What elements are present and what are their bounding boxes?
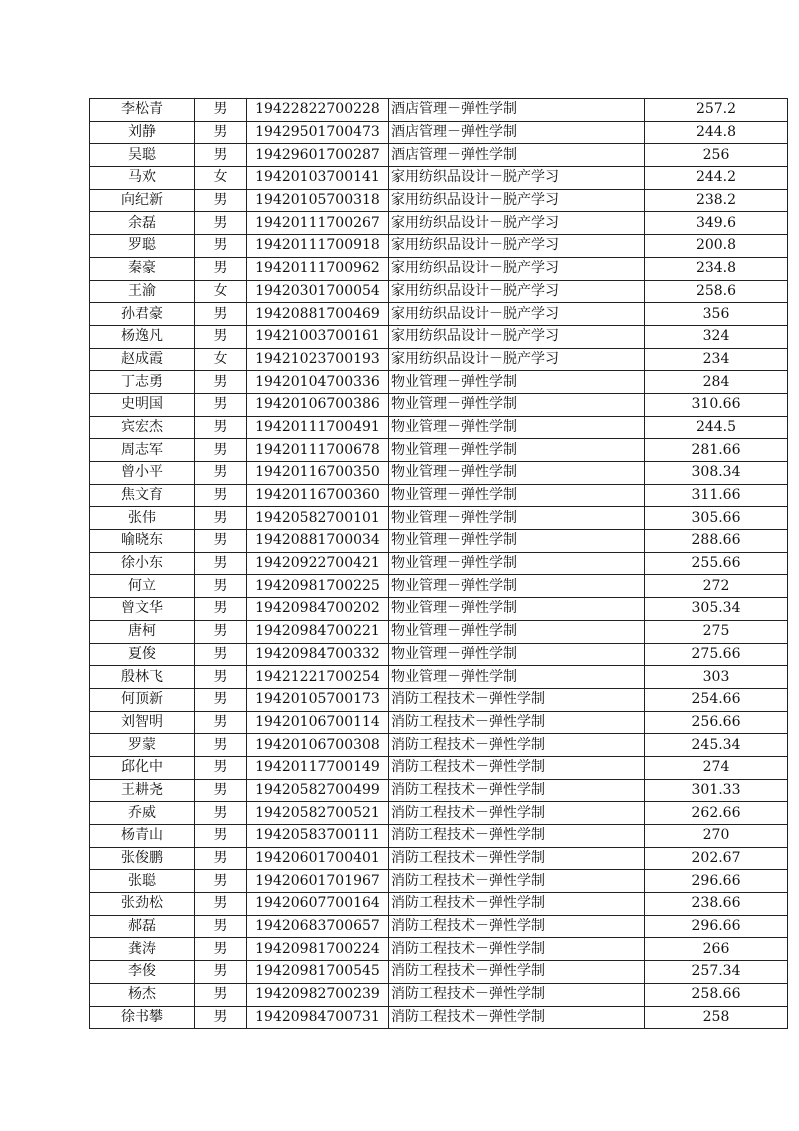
cell-major: 物业管理－弹性学制 (389, 598, 645, 621)
cell-exam-id: 19420116700350 (247, 462, 389, 485)
table-row (90, 938, 788, 961)
table-row (90, 462, 788, 485)
cell-exam-id: 19422822700228 (247, 99, 389, 122)
cell-name: 史明国 (90, 393, 195, 416)
cell-exam-id: 19420105700318 (247, 189, 389, 212)
cell-score: 200.8 (645, 235, 788, 258)
table-row (90, 620, 788, 643)
cell-major: 物业管理－弹性学制 (389, 439, 645, 462)
cell-exam-id: 19420981700225 (247, 575, 389, 598)
table-row (90, 303, 788, 326)
cell-score: 258 (645, 1006, 788, 1029)
cell-exam-id: 19420104700336 (247, 371, 389, 394)
table-row (90, 325, 788, 348)
cell-exam-id: 19420984700332 (247, 643, 389, 666)
cell-major: 消防工程技术－弹性学制 (389, 779, 645, 802)
cell-exam-id: 19420116700360 (247, 484, 389, 507)
cell-score: 272 (645, 575, 788, 598)
cell-name: 喻晓东 (90, 530, 195, 553)
cell-score: 244.5 (645, 416, 788, 439)
cell-score: 308.34 (645, 462, 788, 485)
cell-gender: 男 (195, 802, 247, 825)
cell-gender: 男 (195, 144, 247, 167)
cell-major: 家用纺织品设计－脱产学习 (389, 325, 645, 348)
cell-gender: 男 (195, 235, 247, 258)
cell-gender: 男 (195, 189, 247, 212)
cell-major: 家用纺织品设计－脱产学习 (389, 348, 645, 371)
cell-score: 310.66 (645, 393, 788, 416)
cell-name: 秦豪 (90, 257, 195, 280)
cell-major: 物业管理－弹性学制 (389, 575, 645, 598)
cell-major: 消防工程技术－弹性学制 (389, 893, 645, 916)
table-row (90, 348, 788, 371)
cell-major: 消防工程技术－弹性学制 (389, 734, 645, 757)
cell-name: 王渝 (90, 280, 195, 303)
cell-score: 275 (645, 620, 788, 643)
cell-name: 吴聪 (90, 144, 195, 167)
cell-gender: 男 (195, 711, 247, 734)
cell-major: 消防工程技术－弹性学制 (389, 1006, 645, 1029)
cell-score: 274 (645, 756, 788, 779)
cell-name: 曾小平 (90, 462, 195, 485)
cell-exam-id: 19420982700239 (247, 983, 389, 1006)
cell-gender: 男 (195, 825, 247, 848)
cell-exam-id: 19420601700401 (247, 847, 389, 870)
cell-exam-id: 19420582700101 (247, 507, 389, 530)
cell-exam-id: 19420683700657 (247, 915, 389, 938)
table-row (90, 144, 788, 167)
cell-name: 向纪新 (90, 189, 195, 212)
cell-name: 张劲松 (90, 893, 195, 916)
table-row (90, 711, 788, 734)
cell-score: 255.66 (645, 552, 788, 575)
cell-major: 消防工程技术－弹性学制 (389, 688, 645, 711)
cell-major: 消防工程技术－弹性学制 (389, 915, 645, 938)
cell-name: 张俊鹏 (90, 847, 195, 870)
cell-major: 消防工程技术－弹性学制 (389, 711, 645, 734)
cell-gender: 男 (195, 666, 247, 689)
cell-score: 281.66 (645, 439, 788, 462)
cell-name: 徐小东 (90, 552, 195, 575)
cell-name: 曾文华 (90, 598, 195, 621)
table-row (90, 189, 788, 212)
cell-gender: 女 (195, 167, 247, 190)
cell-score: 244.8 (645, 121, 788, 144)
cell-gender: 男 (195, 575, 247, 598)
cell-name: 丁志勇 (90, 371, 195, 394)
cell-major: 物业管理－弹性学制 (389, 393, 645, 416)
cell-gender: 男 (195, 983, 247, 1006)
table-row (90, 870, 788, 893)
cell-score: 356 (645, 303, 788, 326)
table-row (90, 371, 788, 394)
cell-score: 238.2 (645, 189, 788, 212)
table-row (90, 393, 788, 416)
cell-gender: 男 (195, 484, 247, 507)
cell-gender: 男 (195, 325, 247, 348)
table-row (90, 666, 788, 689)
cell-gender: 男 (195, 212, 247, 235)
cell-name: 杨青山 (90, 825, 195, 848)
cell-score: 275.66 (645, 643, 788, 666)
cell-score: 238.66 (645, 893, 788, 916)
cell-name: 唐柯 (90, 620, 195, 643)
cell-name: 马欢 (90, 167, 195, 190)
cell-major: 酒店管理－弹性学制 (389, 121, 645, 144)
cell-major: 物业管理－弹性学制 (389, 507, 645, 530)
cell-gender: 男 (195, 552, 247, 575)
cell-exam-id: 19420106700308 (247, 734, 389, 757)
cell-major: 家用纺织品设计－脱产学习 (389, 303, 645, 326)
cell-score: 257.2 (645, 99, 788, 122)
cell-name: 殷林飞 (90, 666, 195, 689)
cell-gender: 男 (195, 938, 247, 961)
cell-score: 257.34 (645, 961, 788, 984)
cell-exam-id: 19420881700034 (247, 530, 389, 553)
cell-score: 284 (645, 371, 788, 394)
cell-gender: 男 (195, 893, 247, 916)
table-row (90, 575, 788, 598)
table-row (90, 847, 788, 870)
cell-major: 家用纺织品设计－脱产学习 (389, 280, 645, 303)
cell-name: 刘静 (90, 121, 195, 144)
cell-exam-id: 19421003700161 (247, 325, 389, 348)
cell-name: 周志军 (90, 439, 195, 462)
cell-major: 消防工程技术－弹性学制 (389, 847, 645, 870)
cell-score: 303 (645, 666, 788, 689)
cell-name: 罗聪 (90, 235, 195, 258)
cell-exam-id: 19420111700962 (247, 257, 389, 280)
cell-name: 龚涛 (90, 938, 195, 961)
cell-gender: 男 (195, 779, 247, 802)
table-row (90, 439, 788, 462)
table-row (90, 756, 788, 779)
cell-major: 消防工程技术－弹性学制 (389, 961, 645, 984)
table-row (90, 893, 788, 916)
table-row (90, 983, 788, 1006)
cell-gender: 男 (195, 416, 247, 439)
table-row (90, 530, 788, 553)
cell-score: 288.66 (645, 530, 788, 553)
cell-score: 270 (645, 825, 788, 848)
cell-gender: 男 (195, 1006, 247, 1029)
cell-name: 张伟 (90, 507, 195, 530)
table-row (90, 212, 788, 235)
cell-major: 物业管理－弹性学制 (389, 620, 645, 643)
cell-name: 焦文育 (90, 484, 195, 507)
cell-gender: 男 (195, 870, 247, 893)
cell-gender: 男 (195, 303, 247, 326)
cell-name: 邱化中 (90, 756, 195, 779)
cell-major: 物业管理－弹性学制 (389, 530, 645, 553)
table-row (90, 484, 788, 507)
cell-major: 物业管理－弹性学制 (389, 484, 645, 507)
table-row (90, 99, 788, 122)
cell-name: 杨逸凡 (90, 325, 195, 348)
cell-name: 乔威 (90, 802, 195, 825)
cell-exam-id: 19420583700111 (247, 825, 389, 848)
cell-score: 202.67 (645, 847, 788, 870)
cell-major: 家用纺织品设计－脱产学习 (389, 257, 645, 280)
table-row (90, 121, 788, 144)
cell-score: 324 (645, 325, 788, 348)
table-row (90, 280, 788, 303)
cell-score: 305.66 (645, 507, 788, 530)
table-row (90, 825, 788, 848)
cell-gender: 男 (195, 507, 247, 530)
cell-major: 消防工程技术－弹性学制 (389, 938, 645, 961)
table-body (90, 99, 788, 1029)
table-row (90, 416, 788, 439)
cell-exam-id: 19420922700421 (247, 552, 389, 575)
cell-exam-id: 19420984700202 (247, 598, 389, 621)
cell-name: 杨杰 (90, 983, 195, 1006)
cell-major: 酒店管理－弹性学制 (389, 144, 645, 167)
cell-major: 家用纺织品设计－脱产学习 (389, 167, 645, 190)
cell-name: 余磊 (90, 212, 195, 235)
cell-name: 宾宏杰 (90, 416, 195, 439)
cell-exam-id: 19420601701967 (247, 870, 389, 893)
table-row (90, 643, 788, 666)
cell-score: 234 (645, 348, 788, 371)
cell-exam-id: 19420105700173 (247, 688, 389, 711)
cell-name: 刘智明 (90, 711, 195, 734)
cell-gender: 男 (195, 530, 247, 553)
cell-major: 物业管理－弹性学制 (389, 416, 645, 439)
cell-name: 赵成霞 (90, 348, 195, 371)
cell-score: 244.2 (645, 167, 788, 190)
table-row (90, 235, 788, 258)
table-row (90, 734, 788, 757)
cell-gender: 男 (195, 462, 247, 485)
table-row (90, 598, 788, 621)
cell-name: 李俊 (90, 961, 195, 984)
cell-major: 消防工程技术－弹性学制 (389, 756, 645, 779)
cell-gender: 男 (195, 688, 247, 711)
cell-exam-id: 19420981700224 (247, 938, 389, 961)
cell-gender: 男 (195, 393, 247, 416)
cell-name: 何立 (90, 575, 195, 598)
cell-exam-id: 19421023700193 (247, 348, 389, 371)
table-row (90, 507, 788, 530)
cell-major: 家用纺织品设计－脱产学习 (389, 235, 645, 258)
cell-score: 311.66 (645, 484, 788, 507)
cell-gender: 男 (195, 598, 247, 621)
table-row (90, 961, 788, 984)
cell-major: 物业管理－弹性学制 (389, 371, 645, 394)
cell-score: 296.66 (645, 870, 788, 893)
cell-score: 258.66 (645, 983, 788, 1006)
cell-score: 301.33 (645, 779, 788, 802)
student-score-table (89, 98, 788, 1029)
cell-exam-id: 19420984700731 (247, 1006, 389, 1029)
cell-major: 物业管理－弹性学制 (389, 643, 645, 666)
table-row (90, 915, 788, 938)
cell-exam-id: 19420106700386 (247, 393, 389, 416)
table-row (90, 688, 788, 711)
cell-major: 家用纺织品设计－脱产学习 (389, 189, 645, 212)
cell-major: 消防工程技术－弹性学制 (389, 870, 645, 893)
cell-gender: 男 (195, 915, 247, 938)
cell-major: 消防工程技术－弹性学制 (389, 825, 645, 848)
cell-name: 李松青 (90, 99, 195, 122)
cell-score: 256.66 (645, 711, 788, 734)
cell-exam-id: 19420111700491 (247, 416, 389, 439)
cell-exam-id: 19420881700469 (247, 303, 389, 326)
cell-exam-id: 19420582700521 (247, 802, 389, 825)
cell-exam-id: 19420582700499 (247, 779, 389, 802)
cell-exam-id: 19421221700254 (247, 666, 389, 689)
cell-major: 消防工程技术－弹性学制 (389, 983, 645, 1006)
cell-score: 245.34 (645, 734, 788, 757)
cell-score: 296.66 (645, 915, 788, 938)
cell-gender: 女 (195, 280, 247, 303)
cell-gender: 男 (195, 847, 247, 870)
cell-major: 家用纺织品设计－脱产学习 (389, 212, 645, 235)
table-row (90, 257, 788, 280)
cell-name: 何顶新 (90, 688, 195, 711)
cell-name: 夏俊 (90, 643, 195, 666)
table-row (90, 779, 788, 802)
cell-exam-id: 19420111700678 (247, 439, 389, 462)
cell-gender: 男 (195, 961, 247, 984)
cell-name: 罗蒙 (90, 734, 195, 757)
cell-name: 张聪 (90, 870, 195, 893)
table-row (90, 802, 788, 825)
cell-score: 258.6 (645, 280, 788, 303)
cell-exam-id: 19420111700918 (247, 235, 389, 258)
cell-name: 王耕尧 (90, 779, 195, 802)
cell-name: 郝磊 (90, 915, 195, 938)
cell-major: 物业管理－弹性学制 (389, 462, 645, 485)
cell-gender: 男 (195, 99, 247, 122)
cell-major: 物业管理－弹性学制 (389, 552, 645, 575)
table-row (90, 1006, 788, 1029)
cell-gender: 男 (195, 371, 247, 394)
cell-exam-id: 19420981700545 (247, 961, 389, 984)
cell-score: 234.8 (645, 257, 788, 280)
cell-major: 物业管理－弹性学制 (389, 666, 645, 689)
cell-name: 孙君豪 (90, 303, 195, 326)
table-row (90, 167, 788, 190)
cell-score: 254.66 (645, 688, 788, 711)
table-row (90, 552, 788, 575)
cell-gender: 男 (195, 734, 247, 757)
cell-exam-id: 19420984700221 (247, 620, 389, 643)
cell-gender: 男 (195, 756, 247, 779)
cell-major: 酒店管理－弹性学制 (389, 99, 645, 122)
cell-gender: 男 (195, 257, 247, 280)
cell-exam-id: 19420103700141 (247, 167, 389, 190)
cell-gender: 男 (195, 439, 247, 462)
cell-score: 305.34 (645, 598, 788, 621)
cell-gender: 男 (195, 121, 247, 144)
cell-gender: 男 (195, 643, 247, 666)
cell-major: 消防工程技术－弹性学制 (389, 802, 645, 825)
cell-exam-id: 19420111700267 (247, 212, 389, 235)
cell-score: 262.66 (645, 802, 788, 825)
cell-score: 349.6 (645, 212, 788, 235)
cell-exam-id: 19420607700164 (247, 893, 389, 916)
cell-gender: 女 (195, 348, 247, 371)
cell-gender: 男 (195, 620, 247, 643)
cell-score: 256 (645, 144, 788, 167)
cell-exam-id: 19429601700287 (247, 144, 389, 167)
cell-exam-id: 19420301700054 (247, 280, 389, 303)
cell-exam-id: 19420106700114 (247, 711, 389, 734)
cell-exam-id: 19420117700149 (247, 756, 389, 779)
cell-score: 266 (645, 938, 788, 961)
cell-name: 徐书攀 (90, 1006, 195, 1029)
cell-exam-id: 19429501700473 (247, 121, 389, 144)
